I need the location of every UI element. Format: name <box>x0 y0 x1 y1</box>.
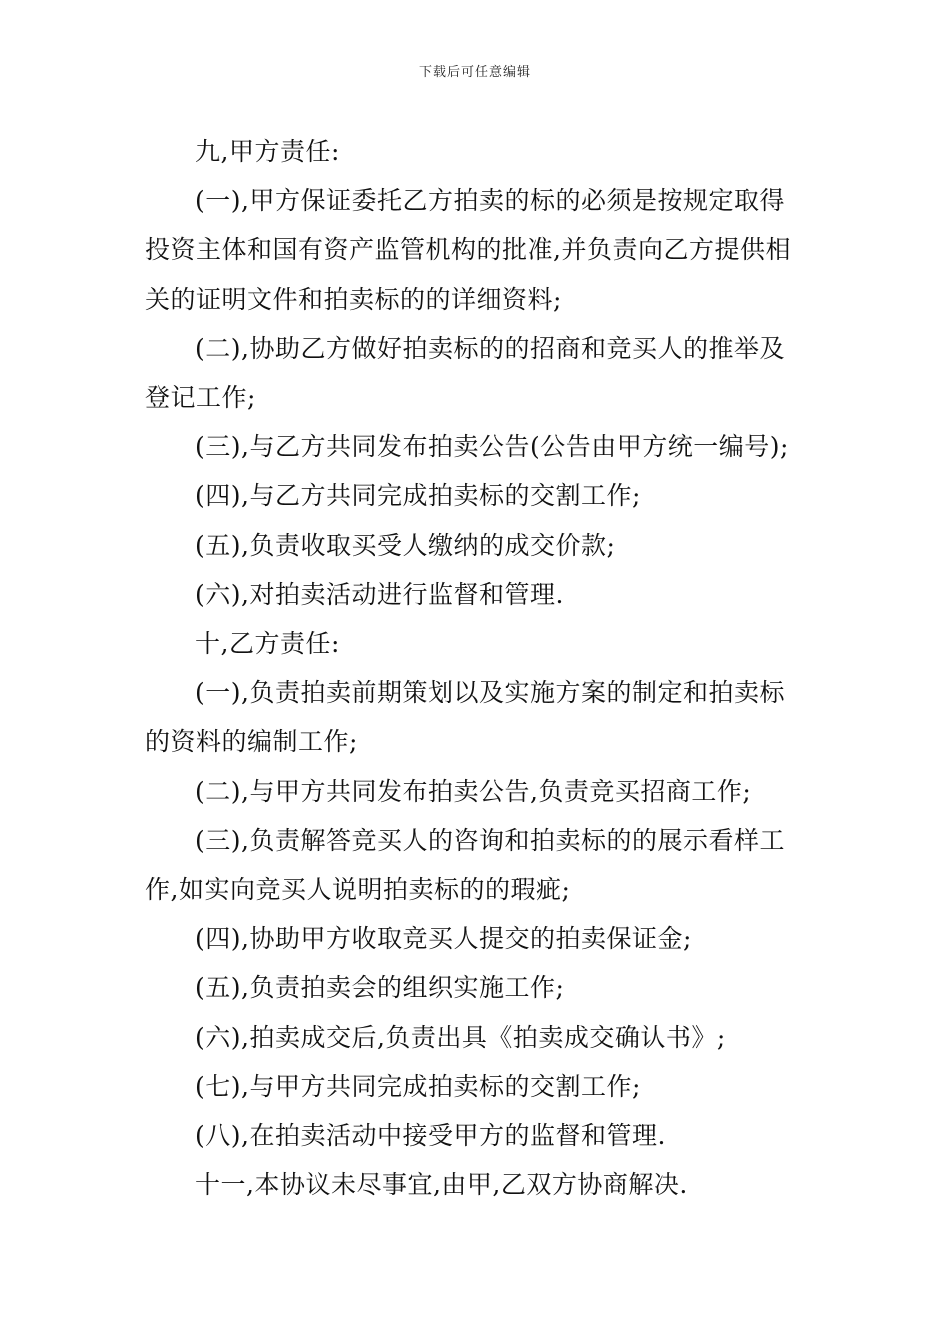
paragraph-10-7: (七),与甲方共同完成拍卖标的交割工作; <box>195 1071 641 1101</box>
section-heading-9: 九,甲方责任: <box>195 137 340 166</box>
paragraph-10-8: (八),在拍卖活动中接受甲方的监督和管理. <box>195 1121 666 1151</box>
paragraph-10-3: (三),负责解答竞买人的咨询和拍卖标的的展示看样工作,如实向竞买人说明拍卖标的的瑕疵; <box>145 825 785 905</box>
paragraph-9-4: (四),与乙方共同完成拍卖标的交割工作; <box>195 481 641 511</box>
document-body <box>145 127 810 1209</box>
paragraph-9-3: (三),与乙方共同发布拍卖公告(公告由甲方统一编号); <box>195 432 789 462</box>
paragraph-10-2: (二),与甲方共同发布拍卖公告,负责竞买招商工作; <box>195 776 752 806</box>
paragraph-10-4: (四),协助甲方收取竞买人提交的拍卖保证金; <box>195 924 692 954</box>
paragraph-10-1: (一),负责拍卖前期策划以及实施方案的制定和拍卖标的资料的编制工作; <box>145 678 785 757</box>
paragraph-9-1: (一),甲方保证委托乙方拍卖的标的必须是按规定取得投资主体和国有资产监管机构的批准,并负责向乙方提供相关的证明文件和拍卖标的的详细资料; <box>145 186 791 314</box>
paragraph-10-6: (六),拍卖成交后,负责出具《拍卖成交确认书》; <box>195 1022 726 1052</box>
section-heading-10: 十,乙方责任: <box>195 629 340 659</box>
paragraph-9-2: (二),协助乙方做好拍卖标的的招商和竞买人的推举及登记工作; <box>145 333 785 413</box>
page-header: 下载后可任意编辑 <box>418 65 531 80</box>
paragraph-10-5: (五),负责拍卖会的组织实施工作; <box>195 973 565 1003</box>
paragraph-9-6: (六),对拍卖活动进行监督和管理. <box>195 579 564 609</box>
paragraph-9-5: (五),负责收取买受人缴纳的成交价款; <box>195 530 616 560</box>
section-heading-11: 十一,本协议未尽事宜,由甲,乙双方协商解决. <box>195 1170 688 1200</box>
